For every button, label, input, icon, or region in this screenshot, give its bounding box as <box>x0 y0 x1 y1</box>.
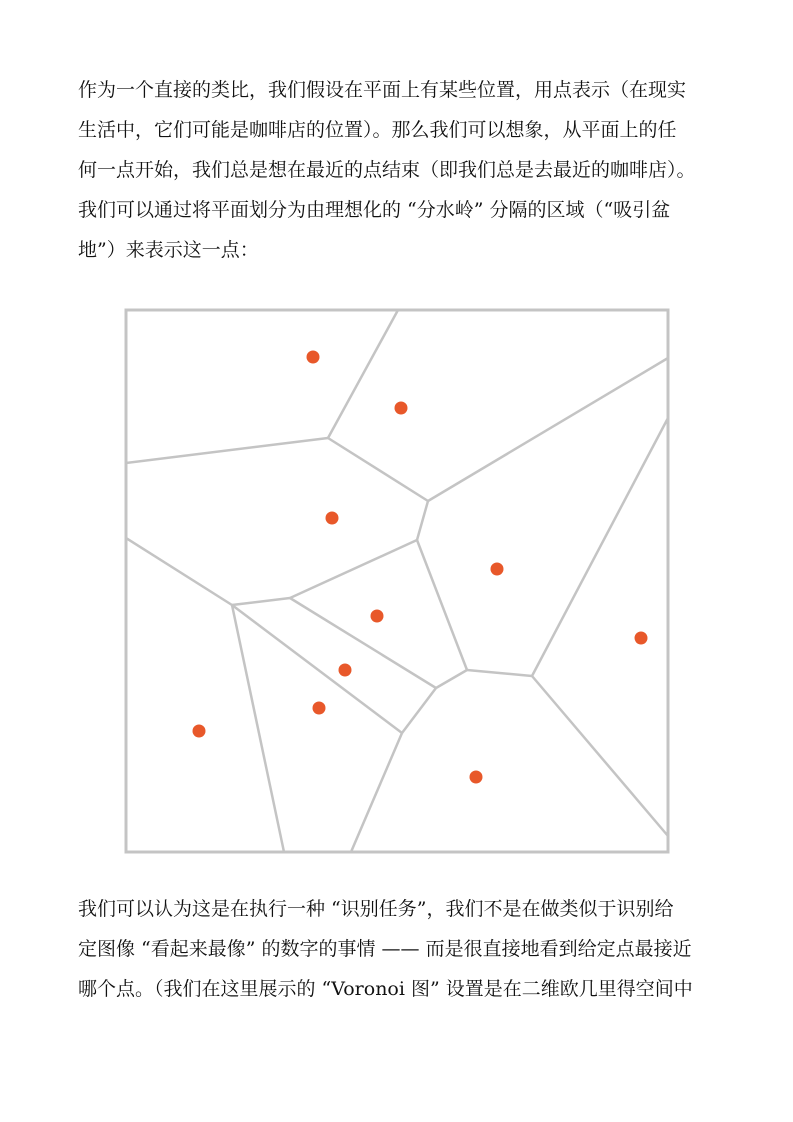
site-point <box>307 351 320 364</box>
text-line: 地”）来表示这一点： <box>78 239 259 261</box>
site-point <box>339 664 352 677</box>
voronoi-diagram <box>124 308 670 854</box>
text-line: 定图像 “看起来最像” 的数字的事情 —— 而是很直接地看到给定点最接近 <box>78 938 692 960</box>
site-point <box>635 632 648 645</box>
site-point <box>313 702 326 715</box>
text-line: 何一点开始，我们总是想在最近的点结束（即我们总是去最近的咖啡店）。 <box>78 159 696 181</box>
text-line: 作为一个直接的类比，我们假设在平面上有某些位置，用点表示（在现实 <box>78 79 687 101</box>
text-line: 我们可以通过将平面划分为由理想化的 “分水岭” 分隔的区域（“吸引盆 <box>78 199 671 221</box>
followup-paragraph <box>78 889 718 1009</box>
diagram-border <box>126 310 668 852</box>
site-point <box>193 725 206 738</box>
voronoi-diagram-figure <box>124 308 670 854</box>
site-point <box>326 512 339 525</box>
site-point <box>395 402 408 415</box>
text-line: 我们可以认为这是在执行一种 “识别任务”，我们不是在做类似于识别给 <box>78 898 674 920</box>
text-line: 生活中，它们可能是咖啡店的位置）。那么我们可以想象，从平面上的任 <box>78 119 677 141</box>
site-point <box>470 771 483 784</box>
text-line: 哪个点。（我们在这里展示的 “Voronoi 图” 设置是在二维欧几里得空间中 <box>78 978 693 1000</box>
site-point <box>371 610 384 623</box>
intro-paragraph <box>78 70 718 270</box>
site-point <box>491 563 504 576</box>
